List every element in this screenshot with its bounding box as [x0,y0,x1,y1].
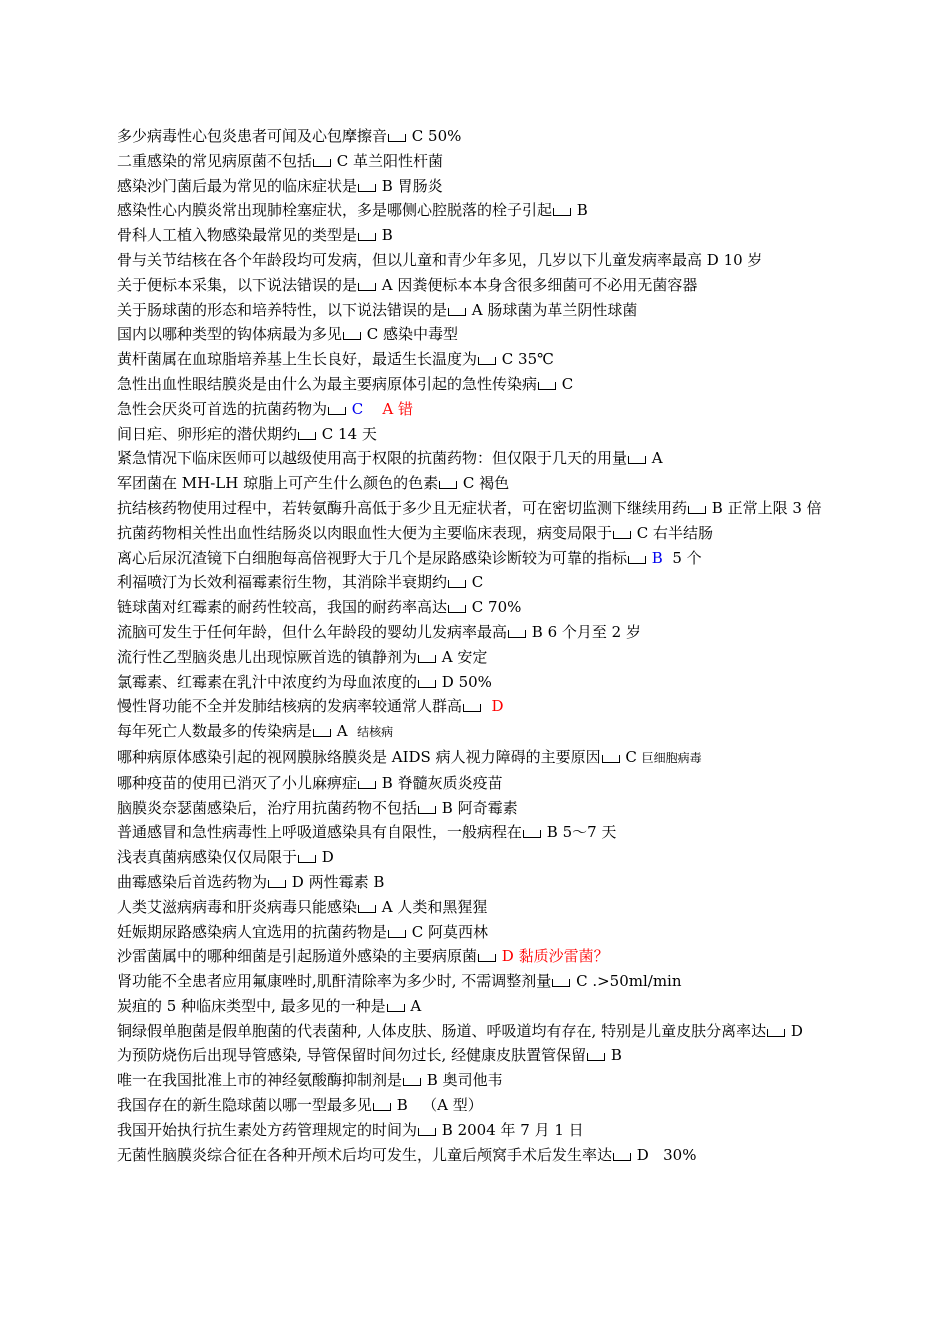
question-text: 离心后尿沉渣镜下白细胞每高倍视野大于几个是尿路感染诊断较为可靠的指标 [117,548,628,567]
list-item [117,670,843,695]
answer-text: B 6 个月至 2 岁 [527,622,641,641]
answer-blank [602,755,620,763]
question-text: 关于便标本采集，以下说法错误的是 [117,275,358,294]
question-text: 黄杆菌属在血琼脂培养基上生长良好，最适生长温度为 [117,350,478,369]
answer-text: A [405,996,422,1015]
list-item [117,1068,843,1093]
answer-blank [538,382,556,390]
question-text: 紧急情况下临床医师可以越级使用高于权限的抗菌药物：但仅限于几天的用量 [117,449,628,468]
answer-text: A [647,449,663,468]
answer-text: C 14 天 [317,424,377,443]
answer-text-red: A 错 [363,399,413,418]
answer-blank [478,357,496,365]
answer-blank [448,308,466,316]
question-text: 慢性肾功能不全并发肺结核病的发病率较通常人群高 [117,697,463,716]
answer-text: B [377,226,393,245]
answer-blank [403,1078,421,1086]
answer-blank [439,481,457,489]
list-item [117,694,843,719]
list-item [117,446,843,471]
answer-text: B [606,1046,622,1065]
answer-blank [358,905,376,913]
answer-text: 5 个 [662,548,702,567]
answer-text: D [786,1021,803,1040]
question-text: 关于肠球菌的形态和培养特性，以下说法错误的是 [117,300,448,319]
question-text: 普通感冒和急性病毒性上呼吸道感染具有自限性，一般病程在 [117,823,523,842]
answer-blank [418,680,436,688]
question-text: 脑膜炎奈瑟菌感染后，治疗用抗菌药物不包括 [117,798,418,817]
answer-blank [358,233,376,241]
question-text: 浅表真菌病感染仅仅局限于 [117,848,298,867]
question-text: 沙雷菌属中的哪种细菌是引起肠道外感染的主要病原菌 [117,947,478,966]
question-text: 国内以哪种类型的钩体病最为多见 [117,325,343,344]
answer-text: B [572,201,588,220]
answer-blank [448,580,466,588]
list-item [117,845,843,870]
answer-blank [418,806,436,814]
question-list [117,124,843,1167]
answer-text: C 阿莫西林 [407,922,489,941]
answer-text: D 50% [437,672,492,691]
answer-text: A 因粪便标本本身含很多细菌可不必用无菌容器 [377,275,698,294]
list-item [117,920,843,945]
answer-blank [463,704,481,712]
list-item [117,347,843,372]
answer-blank [552,979,570,987]
answer-blank [418,655,436,663]
answer-blank [373,1103,391,1111]
list-item [117,1043,843,1068]
answer-text-small: 巨细胞病毒 [641,750,702,765]
answer-text: B 阿奇霉素 [437,798,518,817]
answer-blank [553,208,571,216]
list-item [117,570,843,595]
question-text: 铜绿假单胞菌是假单胞菌的代表菌种, 人体皮肤、肠道、呼吸道均有存在, 特别是儿童皮肤分离率达 [117,1021,767,1040]
list-item [117,1143,843,1168]
answer-blank [298,855,316,863]
question-text: 哪种疫苗的使用已消灭了小儿麻痹症 [117,773,358,792]
answer-text: B 5～7 天 [542,823,617,842]
list-item [117,521,843,546]
question-text: 军团菌在 MH-LH 琼脂上可产生什么颜色的色素 [117,474,439,493]
list-item [117,174,843,199]
question-text: 为预防烧伤后出现导管感染, 导管保留时间勿过长, 经健康皮肤置管保留 [117,1046,587,1065]
list-item [117,796,843,821]
answer-text: B （A 型） [392,1096,483,1115]
list-item [117,496,843,521]
answer-text-red: D 黏质沙雷菌？ [497,947,609,966]
question-text: 感染沙门菌后最为常见的临床症状是 [117,176,358,195]
question-text: 急性会厌炎可首选的抗菌药物为 [117,399,328,418]
question-text: 妊娠期尿路感染病人宜选用的抗菌药物是 [117,922,388,941]
question-text: 二重感染的常见病原菌不包括 [117,151,313,170]
answer-blank [628,556,646,564]
list-item [117,273,843,298]
answer-blank [358,781,376,789]
answer-text: B 正常上限 3 倍 [707,498,822,517]
answer-text: A 安定 [437,647,488,666]
question-text: 感染性心内膜炎常出现肺栓塞症状，多是哪侧心腔脱落的栓子引起 [117,201,553,220]
answer-blank [313,159,331,167]
question-text: 我国存在的新生隐球菌以哪一型最多见 [117,1096,373,1115]
list-item [117,1093,843,1118]
answer-text: C [467,573,484,592]
list-item [117,870,843,895]
question-text: 氯霉素、红霉素在乳汁中浓度约为母血浓度的 [117,672,418,691]
question-text: 流脑可发生于任何年龄，但什么年龄段的婴幼儿发病率最高 [117,622,508,641]
list-item [117,645,843,670]
answer-blank [767,1029,785,1037]
question-text: 抗结核药物使用过程中，若转氨酶升高低于多少且无症状者，可在密切监测下继续用药 [117,498,688,517]
answer-text: A 肠球菌为革兰阴性球菌 [467,300,638,319]
answer-blank [688,506,706,514]
answer-blank [613,1153,631,1161]
question-text: 唯一在我国批准上市的神经氨酸酶抑制剂是 [117,1071,403,1090]
answer-blank [523,830,541,838]
answer-blank [298,432,316,440]
list-item [117,771,843,796]
question-text: 间日疟、卵形疟的潜伏期约 [117,424,298,443]
answer-text: D 30% [632,1145,697,1164]
answer-blank [508,630,526,638]
list-item [117,298,843,323]
answer-text: C 70% [467,598,522,617]
answer-text: D [317,848,334,867]
question-text: 哪种病原体感染引起的视网膜脉络膜炎是 AIDS 病人视力障碍的主要原因 [117,747,601,766]
question-text: 人类艾滋病病毒和肝炎病毒只能感染 [117,897,358,916]
answer-blank [448,605,466,613]
list-item [117,149,843,174]
question-text: 骨与关节结核在各个年龄段均可发病，但以儿童和青少年多见，几岁以下儿童发病率最高 D 10 岁 [117,250,763,269]
list-item [117,969,843,994]
answer-blank [268,880,286,888]
answer-blank [418,1128,436,1136]
answer-text: C 感染中毒型 [362,325,459,344]
answer-text-blue: C [347,399,364,418]
answer-blank [387,1004,405,1012]
answer-blank [358,184,376,192]
answer-text: D 两性霉素 B [287,872,385,891]
question-text: 曲霉感染后首选药物为 [117,872,268,891]
question-text: 肾功能不全患者应用氟康唑时,肌酐清除率为多少时, 不需调整剂量 [117,972,552,991]
answer-text: C [557,374,574,393]
list-item [117,471,843,496]
answer-blank [358,283,376,291]
answer-blank [388,930,406,938]
list-item [117,322,843,347]
answer-blank [343,332,361,340]
answer-text: C 褐色 [458,474,510,493]
list-item [117,248,843,273]
list-item [117,620,843,645]
answer-text: C 右半结肠 [632,523,714,542]
list-item [117,372,843,397]
answer-text: C 革兰阳性杆菌 [332,151,444,170]
question-text: 链球菌对红霉素的耐药性较高，我国的耐药率高达 [117,598,448,617]
answer-text-small: 结核病 [357,725,394,740]
list-item [117,994,843,1019]
answer-text-red: D [482,697,504,716]
answer-blank [328,407,346,415]
list-item [117,1019,843,1044]
question-text: 流行性乙型脑炎患儿出现惊厥首选的镇静剂为 [117,647,418,666]
answer-text: C [620,747,642,766]
question-text: 无菌性脑膜炎综合征在各种开颅术后均可发生，儿童后颅窝手术后发生率达 [117,1145,613,1164]
answer-blank [613,531,631,539]
list-item [117,546,843,571]
question-text: 骨科人工植入物感染最常见的类型是 [117,226,358,245]
answer-text: A [332,722,358,741]
question-text: 抗菌药物相关性出血性结肠炎以肉眼血性大便为主要临床表现，病变局限于 [117,523,613,542]
answer-blank [587,1053,605,1061]
list-item [117,1118,843,1143]
list-item [117,820,843,845]
list-item [117,422,843,447]
question-text: 我国开始执行抗生素处方药管理规定的时间为 [117,1120,418,1139]
list-item [117,124,843,149]
answer-blank [313,729,331,737]
list-item [117,719,843,745]
list-item [117,595,843,620]
list-item [117,944,843,969]
list-item [117,745,843,771]
answer-text: B 奥司他韦 [422,1071,503,1090]
list-item [117,397,843,422]
answer-blank [478,954,496,962]
answer-blank [628,456,646,464]
answer-text: B 2004 年 7 月 1 日 [437,1120,584,1139]
answer-text: C 35℃ [497,350,554,369]
answer-text: B 胃肠炎 [377,176,443,195]
question-text: 炭疽的 5 种临床类型中, 最多见的一种是 [117,996,386,1015]
list-item [117,223,843,248]
list-item [117,895,843,920]
answer-text-blue: B [647,548,663,567]
question-text: 利福喷汀为长效利福霉素衍生物，其消除半衰期约 [117,573,448,592]
answer-text: A 人类和黑猩猩 [377,897,488,916]
question-text: 急性出血性眼结膜炎是由什么为最主要病原体引起的急性传染病 [117,374,538,393]
answer-text: C 50% [407,127,462,145]
answer-blank [388,134,406,142]
answer-text: B 脊髓灰质炎疫苗 [377,773,503,792]
question-text: 每年死亡人数最多的传染病是 [117,722,313,741]
answer-text: C .>50ml/min [571,972,682,991]
question-text: 多少病毒性心包炎患者可闻及心包摩擦音 [117,127,388,145]
list-item [117,198,843,223]
